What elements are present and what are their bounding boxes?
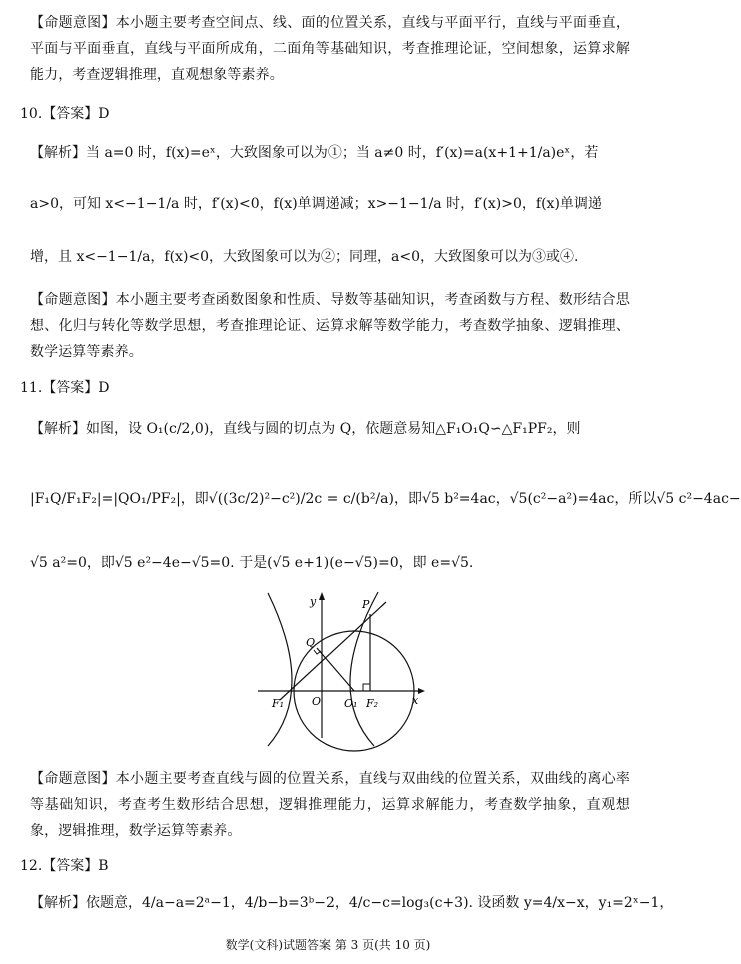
q12-solution-line-1: 【解析】依题意，4/a−a=2ᵃ−1，4/b−b=3ᵇ−2，4/c−c=log₃(c+3). 设函数 y=4/x−x，y₁=2ˣ−1，: [30, 895, 674, 911]
q9-intent-paragraph: 【命题意图】本小题主要考查空间点、线、面的位置关系，直线与平面平行，直线与平面垂直，平面与平面垂直，直线与平面所成角，二面角等基础知识，考查推理论证，空间想象，运算求解能力，考查逻辑推理，直观想象等素养。: [30, 15, 630, 83]
hyperbola-left-branch: [268, 593, 292, 746]
q11-solution-line-1: 【解析】如图，设 O₁(c/2,0)，直线与圆的切点为 Q，依题意易知△F₁O₁Q∽△F₁PF₂，则: [30, 421, 581, 437]
q10-intent-paragraph: 【命题意图】本小题主要考查函数图象和性质、导数等基础知识，考查函数与方程、数形结合思想、化归与转化等数学思想，考查推理论证、运算求解等数学能力，考查数学抽象、逻辑推理、数学运算等素养。: [30, 292, 630, 360]
hyperbola-circle-figure: [250, 588, 430, 748]
label-q: Q: [306, 636, 316, 649]
q12-answer-heading: 12.【答案】B: [20, 858, 109, 874]
q11-solution-line-2: |F₁Q/F₁F₂|=|QO₁/PF₂|，即√((3c/2)²−c²)/2c = c/(b²/a)，即√5 b²=4ac，√5(c²−a²)=4ac，所以√5 c²−4ac−: [30, 491, 741, 507]
x-axis-arrow-icon: [418, 688, 425, 694]
page-footer: 数学(文科)试题答案 第 3 页(共 10 页): [225, 938, 431, 952]
q10-solution-line-1: 【解析】当 a=0 时，f(x)=eˣ，大致图象可以为①；当 a≠0 时，f′(x)=a(x+1+1/a)eˣ，若: [30, 145, 599, 161]
label-o1: O₁: [344, 697, 358, 710]
q11-answer-heading: 11.【答案】D: [20, 380, 110, 396]
label-f1: F₁: [272, 697, 285, 710]
label-o: O: [312, 695, 322, 708]
q11-solution-line-3: √5 a²=0，即√5 e²−4e−√5=0. 于是(√5 e+1)(e−√5)=0，即 e=√5.: [30, 555, 474, 571]
q11-intent-paragraph: 【命题意图】本小题主要考查直线与圆的位置关系，直线与双曲线的位置关系，双曲线的离心率等基础知识，考查考生数形结合思想，逻辑推理能力，运算求解能力，考查数学抽象，直观想象，逻辑推理，数学运算等素养。: [30, 771, 630, 839]
label-x: x: [412, 694, 419, 707]
q10-solution-line-3: 增，且 x<−1−1/a，f(x)<0，大致图象可以为②；同理，a<0，大致图象可以为③或④.: [30, 249, 579, 265]
q10-answer-heading: 10.【答案】D: [20, 106, 110, 122]
right-angle-mark-f2: [363, 684, 370, 691]
q10-solution-line-2: a>0，可知 x<−1−1/a 时，f′(x)<0，f(x)单调递减；x>−1−1/a 时，f′(x)>0，f(x)单调递: [30, 196, 602, 212]
label-p: P: [362, 598, 370, 611]
y-axis-arrow-icon: [319, 592, 325, 600]
label-y: y: [310, 595, 317, 608]
label-f2: F₂: [366, 697, 379, 710]
hyperbola-right-branch: [350, 592, 378, 746]
